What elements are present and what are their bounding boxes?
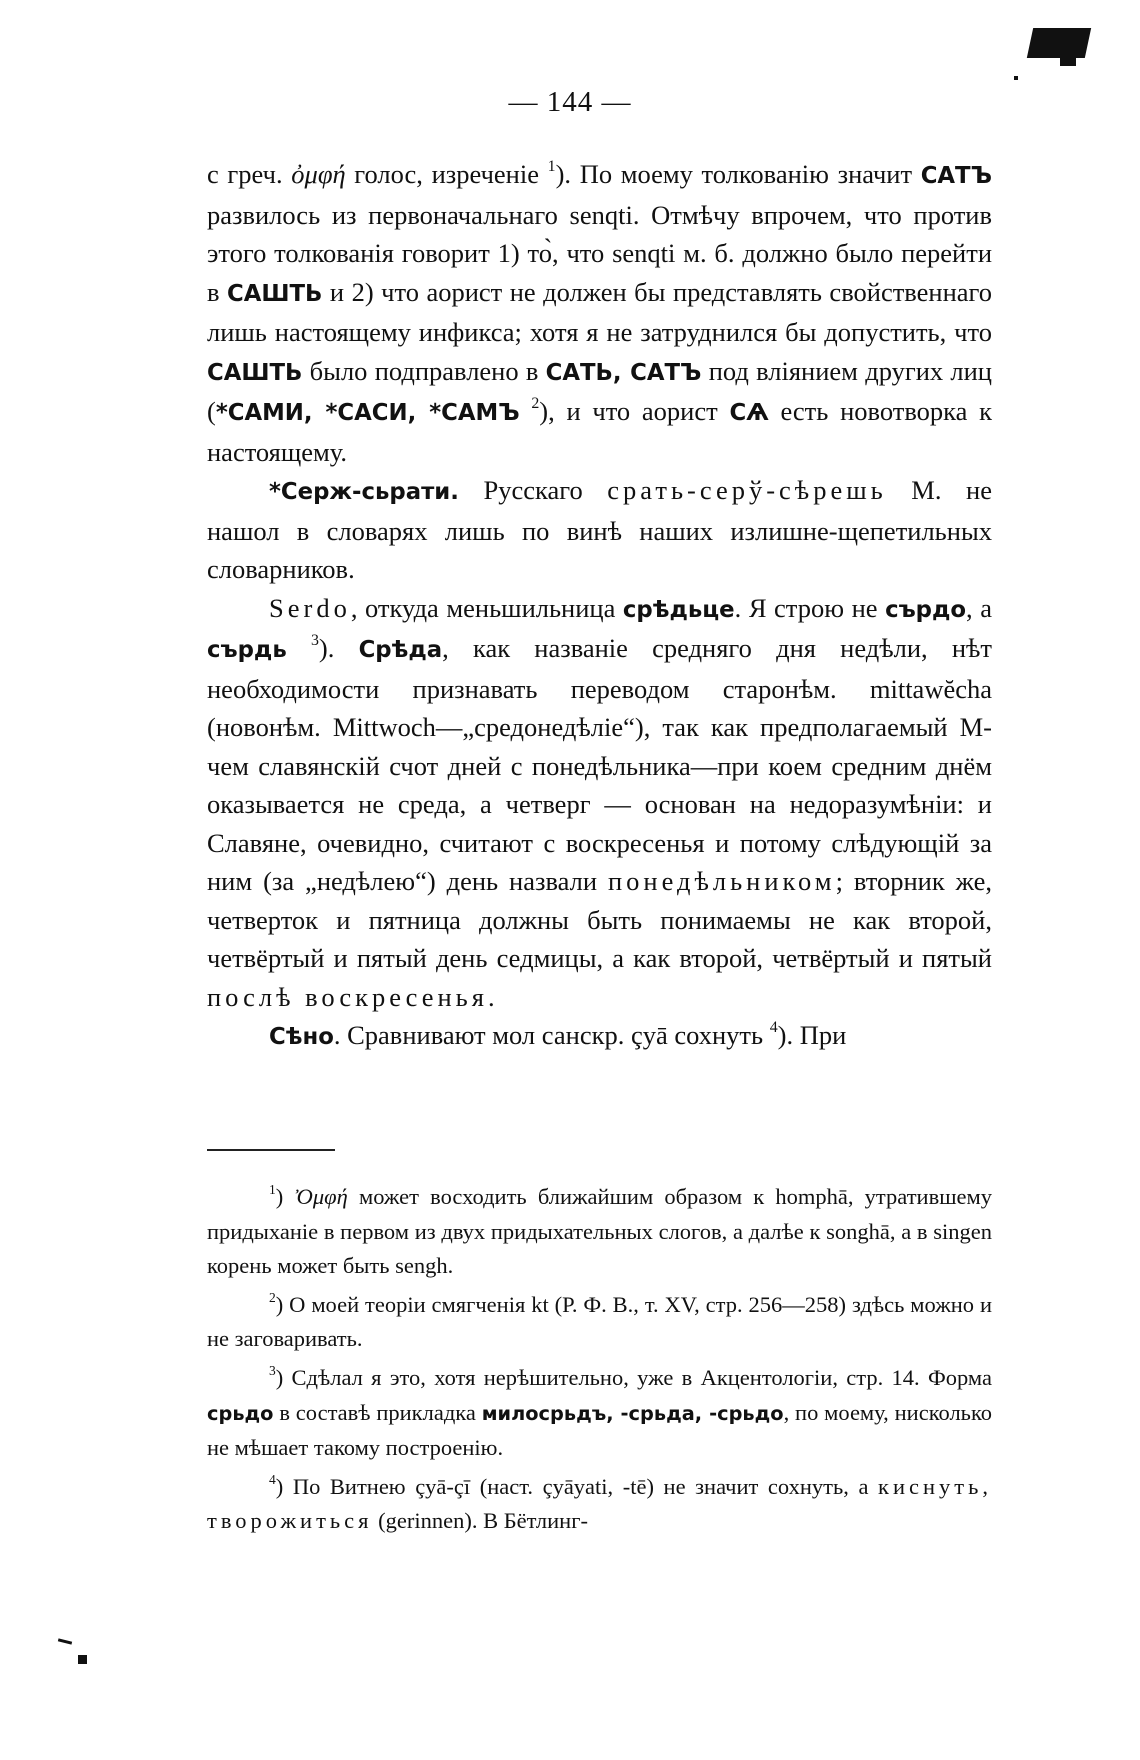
text: под вліянием других лиц ( [207,355,992,426]
greek-word: ὀμφή [291,159,346,189]
text: ) По Витнею çyā-çī (наст. çyāyati, -tē) не значит сохнуть, а [275,1473,879,1499]
slavonic-word: СѦ [729,400,769,426]
footnote-ref: 3 [310,632,319,650]
footnote-divider [207,1149,335,1151]
text: с греч. [207,159,292,189]
text: ) О моей теоріи смягченія kt (Р. Ф. В., т. XV, стр. 256—258) здѣсь можно и не заговаривать. [207,1291,992,1352]
footnote-1 [207,1180,992,1284]
scan-artifact [1014,76,1018,80]
spaced-word: послѣ воскресенья [207,981,488,1012]
paragraph-2 [207,471,992,589]
text: . Сравнивают мол санскр. çyā сохнуть [333,1020,770,1050]
entry-headword: Сѣно [269,1024,334,1050]
footnotes [207,1180,992,1543]
greek-word: Ὀμφή [294,1184,348,1209]
main-text [207,155,992,1057]
text: ). По моему толкованію значит [555,159,921,189]
slavonic-word: САТЪ [920,163,992,189]
text: развилось из первоначальнаго senqti. Отмѣчу впрочем, что против этого толкованія говорит 1) то̀, что senqti м. б. должно было перейти в [207,199,992,307]
text: , как названіе средняго дня недѣли, нѣт необходимости признавать переводом старонѣм. mittawĕcha (новонѣм. Mittwoch—„средонедѣліе“), так как предполагаемый М-чем славянскій счот дней с понедѣльника—при коем средним днём оказывается не среда, а четверг — основан на недоразумѣніи: и Славяне, очевидно, считают с воскресенья и потому слѣдующій за ним (за „недѣлею“) день назвали [207,633,993,896]
paragraph-3 [207,589,992,1017]
slavonic-word: САШТЬ [207,359,303,386]
footnote-ref: 1 [547,158,556,176]
slavonic-word: *САМИ, *САСИ, *САМЪ [215,400,520,426]
slavonic-word: сърдь [207,637,287,663]
text [287,633,311,663]
text: и 2) что аорист не должен бы представлять свойственнаго лишь настоящему инфикса; хотя я не затруднился бы допустить, что [207,276,993,347]
entry-headword: *Серж-сьрати. [269,479,459,505]
text: Русскаго [458,475,608,505]
slavonic-word: срѣдьце [622,596,735,623]
slavonic-word: САТЬ, САТЪ [545,359,702,386]
paragraph-4 [207,1016,992,1057]
footnote-ref: 2 [531,395,540,413]
footnote-number: 2 [269,1289,276,1305]
slavonic-word: сърдо [885,596,967,623]
paragraph-1 [207,155,992,471]
text: . Я строю не [734,592,886,623]
text: в составѣ прикладка [273,1399,482,1425]
text: есть новотворка к настоящему. [207,396,992,467]
text: может восходить ближайшим образом к homphā, утратившему придыханіе в первом из двух придыхательных слогов, а далѣе к songhā, а в singen корень может быть sengh. [207,1184,992,1279]
scan-artifact [58,1638,72,1644]
spaced-word: киснуть, творожиться [207,1473,992,1534]
scan-artifact [78,1655,87,1664]
spaced-word: понедѣльником [607,866,836,896]
page-number: — 144 — [508,86,632,118]
text: ) Сдѣлал я это, хотя нерѣшительно, уже в Акцентологіи, стр. 14. Форма [275,1364,992,1390]
slavonic-word: САШТЬ [227,280,323,307]
scan-artifact [1060,58,1076,66]
text: было подправлено в [302,355,546,386]
text: . [487,981,495,1012]
text: , а [966,592,992,623]
text: голос, изреченіе [345,159,548,189]
text: , откуда меньшильница [350,592,623,623]
footnote-4 [207,1470,992,1539]
footnote-number: 4 [269,1471,276,1487]
footnote-number: 3 [269,1362,276,1378]
text: ). При [777,1020,847,1050]
slavonic-word: милосрьдъ, -срьда, -срьдо [481,1401,784,1425]
text: ; вторник же, четверток и пятница должны быть понимаемы не как второй, четвёртый и пятый день седмицы, а как второй, четвёртый и пятый [207,866,992,973]
text [520,396,532,426]
text: (gerinnen). В Бётлинг- [372,1508,588,1534]
slavonic-word: Срѣда [358,637,443,663]
footnote-3 [207,1361,992,1466]
spaced-word: срать-серў-сѣрешь [607,475,887,505]
footnote-2 [207,1288,992,1357]
footnote-ref: 4 [769,1019,778,1037]
spaced-word: Serdo [269,592,351,623]
text: ) [275,1184,295,1209]
text: ). [318,633,359,663]
text: М. не нашол в словарях лишь по винѣ наших излишне-щепетильных словарников. [207,475,992,584]
slavonic-word: срьдо [207,1401,274,1425]
text: , по моему, нисколько не мѣшает такому построенію. [207,1399,992,1461]
text: ), и что аорист [539,396,730,426]
footnote-number: 1 [269,1181,276,1197]
scan-artifact [1027,28,1091,58]
